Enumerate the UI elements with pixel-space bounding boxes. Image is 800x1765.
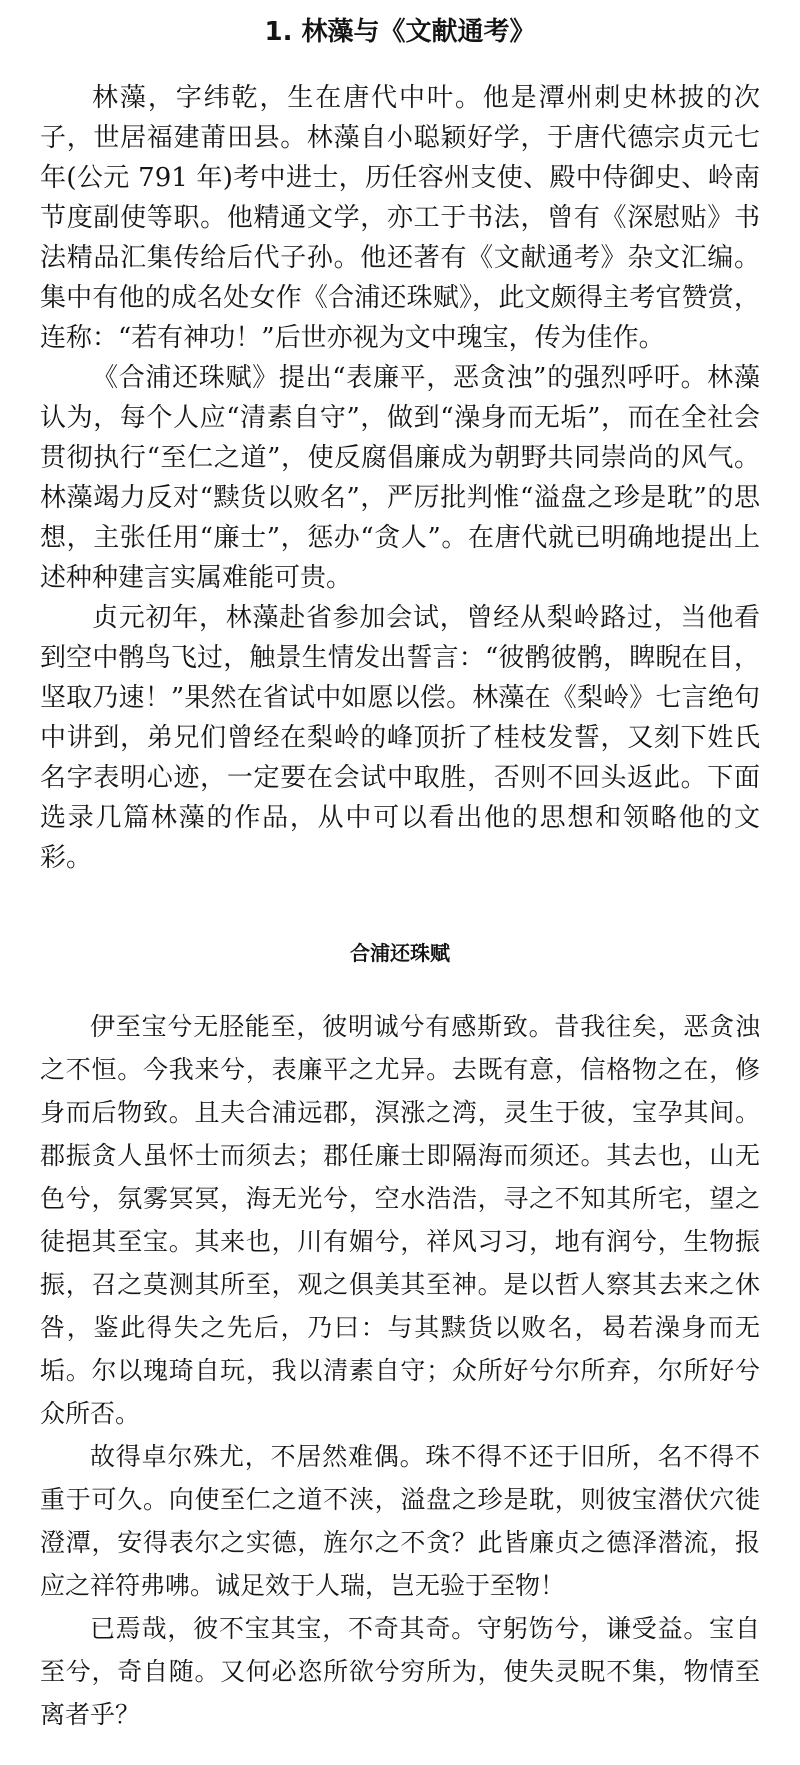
intro-paragraph: 林藻，字纬乾，生在唐代中叶。他是潭州刺史林披的次子，世居福建莆田县。林藻自小聪颖好学，于唐代德宗贞元七年(公元 791 年)考中进士，历任容州支使、殿中侍御史、岭南节度副使等职。他精通文学，亦工于书法，曾有《深慰贴》书法精品汇集传给后代子孙。他还著有《文献通考》杂文汇编。集中有他的成名处女作《合浦还珠赋》，此文颇得主考官赞赏，连称：“若有神功！”后世亦视为文中瑰宝，传为佳作。 [40,83,760,353]
chapter-title: 1. 林藻与《文献通考》 [264,17,536,47]
poem-title: 合浦还珠赋 [350,941,450,965]
poem-paragraph: 已焉哉，彼不宝其宝，不奇其奇。守躬饬兮，谦受益。宝自至兮，奇自随。又何必恣所欲兮穷所为，使失灵眖不集，物情至离者乎？ [40,1614,760,1729]
poem-section [40,1005,760,1736]
intro-section [40,78,760,878]
intro-paragraph: 《合浦还珠赋》提出“表廉平，恶贪浊”的强烈呼吁。林藻认为，每个人应“清素自守”，做到“澡身而无垢”，而在全社会贯彻执行“至仁之道”，使反腐倡廉成为朝野共同崇尚的风气。林藻竭力反对“黩货以败名”，严厉批判惟“溢盘之珍是耽”的思想，主张任用“廉士”，惩办“贪人”。在唐代就已明确地提出上述种种建言实属难能可贵。 [40,363,760,593]
intro-paragraph: 贞元初年，林藻赴省参加会试，曾经从梨岭路过，当他看到空中鹘鸟飞过，触景生情发出誓言：“彼鹘彼鹘，睥睨在目，坚取乃速！”果然在省试中如愿以偿。林藻在《梨岭》七言绝句中讲到，弟兄们曾经在梨岭的峰顶折了桂枝发誓，又刻下姓氏名字表明心迹，一定要在会试中取胜，否则不回头返此。下面选录几篇林藻的作品，从中可以看出他的思想和领略他的文彩。 [40,603,760,873]
poem-paragraph: 故得卓尔殊尤，不居然难偶。珠不得不还于旧所，名不得不重于可久。向使至仁之道不浃，溢盘之珍是耽，则彼宝潜伏穴徙澄潭，安得表尔之实德，旌尔之不贪？此皆廉贞之德泽潜流，报应之祥符弗咈。诚足效于人瑞，岂无验于至物！ [40,1442,760,1600]
poem-paragraph: 伊至宝兮无胫能至，彼明诚兮有感斯致。昔我往矣，恶贪浊之不恒。今我来兮，表廉平之尤异。去既有意，信格物之在，修身而后物致。且夫合浦远郡，溟涨之湾，灵生于彼，宝孕其间。郡振贪人虽怀士而须去；郡任廉士即隔海而须还。其去也，山无色兮，氛雾冥冥，海无光兮，空水浩浩，寻之不知其所宅，望之徒挹其至宝。其来也，川有媚兮，祥风习习，地有润兮，生物振振，召之莫测其所至，观之俱美其至神。是以哲人察其去来之休咎，鉴此得失之先后，乃曰：与其黩货以败名，曷若澡身而无垢。尔以瑰琦自玩，我以清素自守；众所好兮尔所弃，尔所好兮众所否。 [40,1012,760,1428]
